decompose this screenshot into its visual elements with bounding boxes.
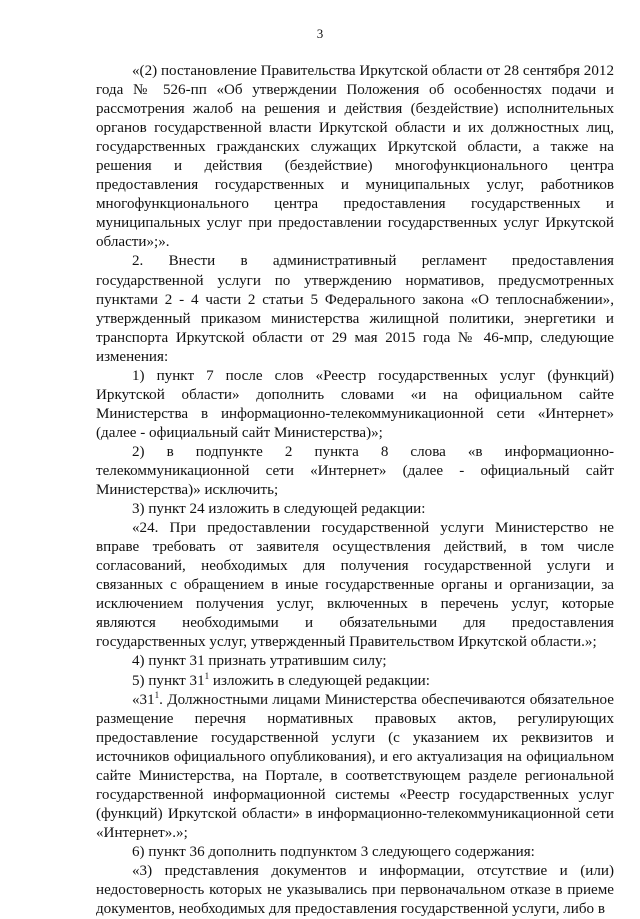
paragraph-subitem-1-point-7: 1) пункт 7 после слов «Реестр государственных услуг (функций) Иркутской области» дополнить словами «и на официальном сайте Министерства в информационно-телекоммуникационной сети «Интернет» (далее - официальный сайт Министерства)»; [96,367,614,441]
superscript: 1 [154,689,160,700]
paragraph-subitem-6-point-36: 6) пункт 36 дополнить подпунктом 3 следующего содержания: [132,843,535,860]
paragraph-point-24-text: «24. При предоставлении государственной услуги Министерство не вправе требовать от заявителя осуществления действий, в том числе согласований, необходимых для получения государственной услуги и связанных с обращением в иные государственные органы и организации, за исключением получения услуг, включенных в перечень услуг, которые являются необходимыми и обязательными для предоставления государственных услуг, утвержденный Правительством Иркутской области.»; [96,520,614,651]
paragraph-subitem-3-point-24: 3) пункт 24 изложить в следующей редакции: [132,501,426,518]
paragraph-item-2-amend-regulation: 2. Внести в административный регламент предоставления государственной услуги по утверждению нормативов, предусмотренных пунктами 2 - 4 части 2 статьи 5 Федерального закона «О теплоснабжении», утвержденный приказом министерства жилищной политики, энергетики и транспорта Иркутской области от 29 мая 2015 года № 46-мпр, следующие изменения: [96,253,614,365]
paragraph-part: 5) пункт 31 [132,672,205,689]
paragraph-part: изложить в следующей редакции: [209,672,430,689]
paragraph-subitem-2-point-8: 2) в подпункте 2 пункта 8 слова «в информационно-телекоммуникационной сети «Интернет» (далее - официальный сайт Министерства)» исключить; [96,443,614,499]
paragraph-subitem-4-point-31: 4) пункт 31 признать утратившим силу; [132,653,387,670]
page-number: 3 [316,26,324,41]
paragraph-amendment-resolution-526pp: «(2) постановление Правительства Иркутской области от 28 сентября 2012 года № 526-пп «Об утверждении Положения об особенностях подачи и рассмотрения жалоб на решения и действия (бездействие) исполнительных органов государственной власти Иркутской области и их должностных лиц, государственных гражданских служащих Иркутской области, а также на решения и действия (бездействие) многофункционального центра предоставления государственных и муниципальных услуг, работников многофункционального центра предоставления государственных и муниципальных услуг при предоставлении государственных услуг Иркутской области»;». [96,63,614,251]
paragraph-point-36-subitem-3-text: «3) представления документов и информации, отсутствие и (или) недостоверность которых не указывались при первоначальном отказе в приеме документов, необходимых для предоставления государственной услуги, либо в [96,862,614,918]
paragraph-subitem-5-point-31-1 [96,672,614,691]
paragraph-point-31-1-text [96,691,614,843]
superscript: 1 [204,670,210,681]
document-body [96,62,614,919]
paragraph-part: . Должностными лицами Министерства обеспечиваются обязательное размещение перечня нормативных правовых актов, регулирующих предоставление государственной услуги (с указанием их реквизитов и источников официального опубликования), и его актуализация на официальном сайте Министерства, на Портале, в соответствующем разделе региональной государственной информационной системы «Реестр государственных услуг (функций) Иркутской области» в информационно-телекоммуникационной сети «Интернет».»; [96,691,614,841]
paragraph-part: «31 [132,691,155,708]
